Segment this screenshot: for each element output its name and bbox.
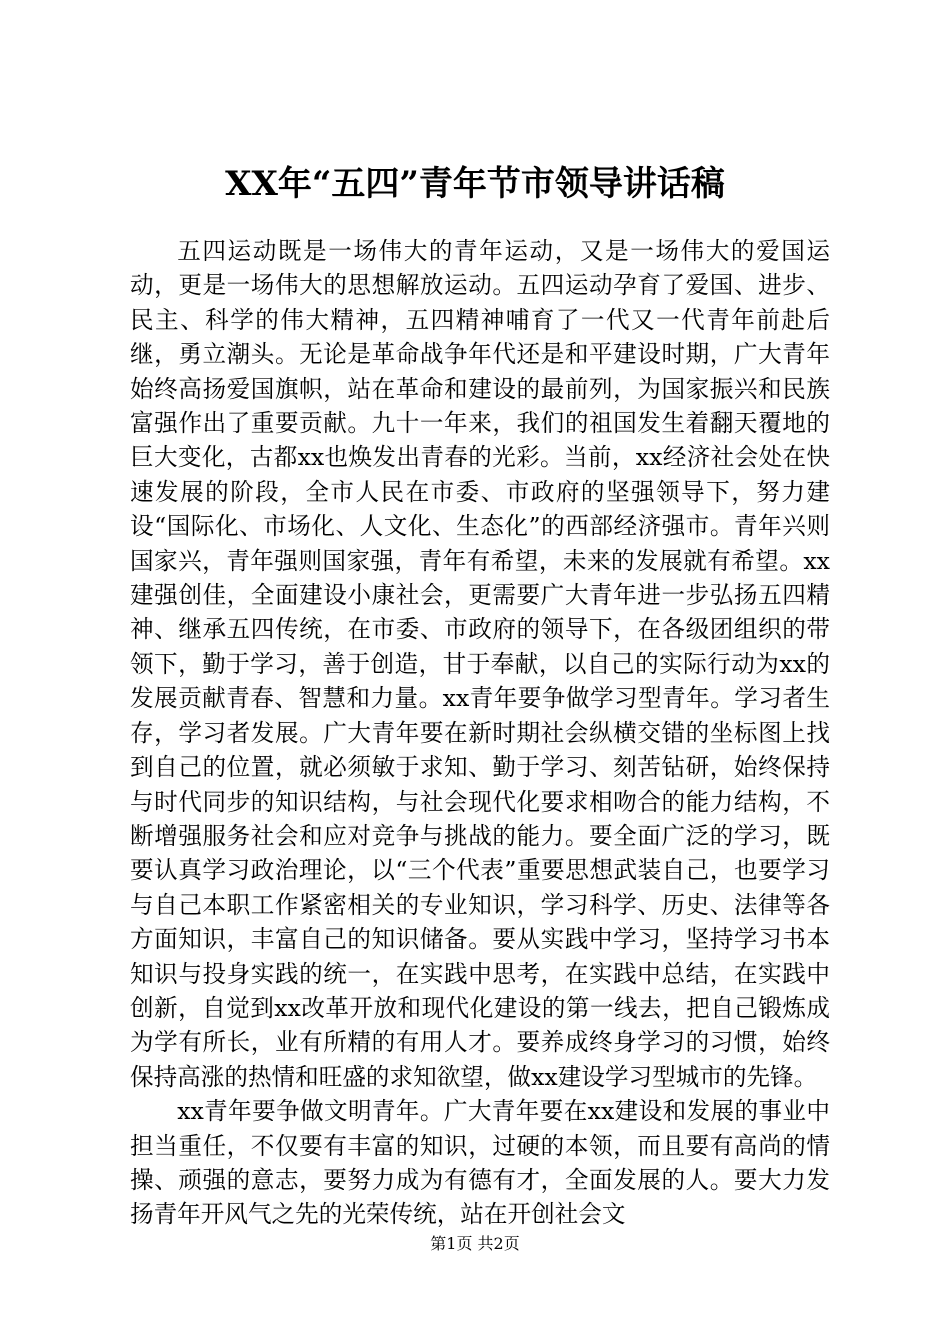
paragraph: 五四运动既是一场伟大的青年运动，又是一场伟大的爱国运动，更是一场伟大的思想解放运动。五四运动孕育了爱国、进步、民主、科学的伟大精神，五四精神哺育了一代又一代青年前赴后继，勇立潮头。无论是革命战争年代还是和平建设时期，广大青年始终高扬爱国旗帜，站在革命和建设的最前列，为国家振兴和民族富强作出了重要贡献。九十一年来，我们的祖国发生着翻天覆地的巨大变化，古都xx也焕发出青春的光彩。当前，xx经济社会处在快速发展的阶段，全市人民在市委、市政府的坚强领导下，努力建设“国际化、市场化、人文化、生态化”的西部经济强市。青年兴则国家兴，青年强则国家强，青年有希望，未来的发展就有希望。xx建强创佳，全面建设小康社会，更需要广大青年进一步弘扬五四精神、继承五四传统，在市委、市政府的领导下，在各级团组织的带领下，勤于学习，善于创造，甘于奉献，以自己的实际行动为xx的发展贡献青春、智慧和力量。xx青年要争做学习型青年。学习者生存，学习者发展。广大青年要在新时期社会纵横交错的坐标图上找到自己的位置，就必须敏于求知、勤于学习、刻苦钻研，始终保持与时代同步的知识结构，与社会现代化要求相吻合的能力结构，不断增强服务社会和应对竞争与挑战的能力。要全面广泛的学习，既要认真学习政治理论，以“三个代表”重要思想武装自己，也要学习与自己本职工作紧密相关的专业知识，学习科学、历史、法律等各方面知识，丰富自己的知识储备。要从实践中学习，坚持学习书本知识与投身实践的统一，在实践中思考，在实践中总结，在实践中创新，自觉到xx改革开放和现代化建设的第一线去，把自己锻炼成为学有所长，业有所精的有用人才。要养成终身学习的习惯，始终保持高涨的热情和旺盛的求知欲望，做xx建设学习型城市的先锋。: [130, 237, 830, 1091]
paragraph: xx青年要争做文明青年。广大青年要在xx建设和发展的事业中担当重任，不仅要有丰富的知识，过硬的本领，而且要有高尚的情操、顽强的意志，要努力成为有德有才，全面发展的人。要大力发扬青年开风气之先的光荣传统，站在开创社会文: [130, 1097, 830, 1229]
document-body: [130, 234, 830, 1229]
page-footer: 第1页 共2页: [430, 1234, 520, 1253]
document-title: XX年“五四”青年节市领导讲话稿: [225, 164, 725, 204]
